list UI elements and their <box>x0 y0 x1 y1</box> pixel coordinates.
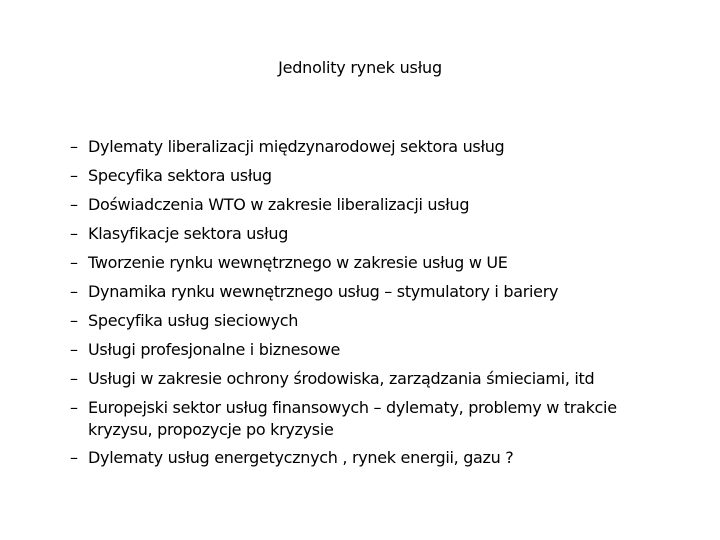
list-item-text: Doświadczenia WTO w zakresie liberalizacji usług <box>88 195 470 214</box>
list-item <box>72 393 672 443</box>
dash-bullet-icon: – <box>70 311 78 330</box>
list-item <box>72 443 672 472</box>
dash-bullet-icon: – <box>70 282 78 301</box>
slide-title: Jednolity rynek usług <box>278 58 442 77</box>
list-item <box>72 306 672 335</box>
dash-bullet-icon: – <box>70 340 78 359</box>
list-item-text: Specyfika usług sieciowych <box>88 311 299 330</box>
list-item-text: Dynamika rynku wewnętrznego usług – stymulatory i bariery <box>88 282 559 301</box>
list-item <box>72 248 672 277</box>
dash-bullet-icon: – <box>70 253 78 272</box>
dash-bullet-icon: – <box>70 369 78 388</box>
list-item <box>72 277 672 306</box>
dash-bullet-icon: – <box>70 448 78 467</box>
list-item-text: Klasyfikacje sektora usług <box>88 224 289 243</box>
dash-bullet-icon: – <box>70 166 78 185</box>
list-item-text: Europejski sektor usług finansowych – dylematy, problemy w trakcie kryzysu, propozycje po kryzysie <box>88 398 617 439</box>
dash-bullet-icon: – <box>70 398 78 417</box>
list-item-text: Usługi profesjonalne i biznesowe <box>88 340 341 359</box>
list-item-text: Dylematy usług energetycznych , rynek energii, gazu ? <box>88 448 514 467</box>
dash-bullet-icon: – <box>70 137 78 156</box>
list-item <box>72 335 672 364</box>
list-item <box>72 364 672 393</box>
list-item <box>72 219 672 248</box>
list-item <box>72 190 672 219</box>
list-item-text: Usługi w zakresie ochrony środowiska, zarządzania śmieciami, itd <box>88 369 595 388</box>
bullet-list <box>72 132 672 472</box>
dash-bullet-icon: – <box>70 195 78 214</box>
list-item-text: Specyfika sektora usług <box>88 166 272 185</box>
list-item <box>72 132 672 161</box>
list-item <box>72 161 672 190</box>
dash-bullet-icon: – <box>70 224 78 243</box>
list-item-text: Dylematy liberalizacji międzynarodowej sektora usług <box>88 137 505 156</box>
list-item-text: Tworzenie rynku wewnętrznego w zakresie usług w UE <box>88 253 508 272</box>
